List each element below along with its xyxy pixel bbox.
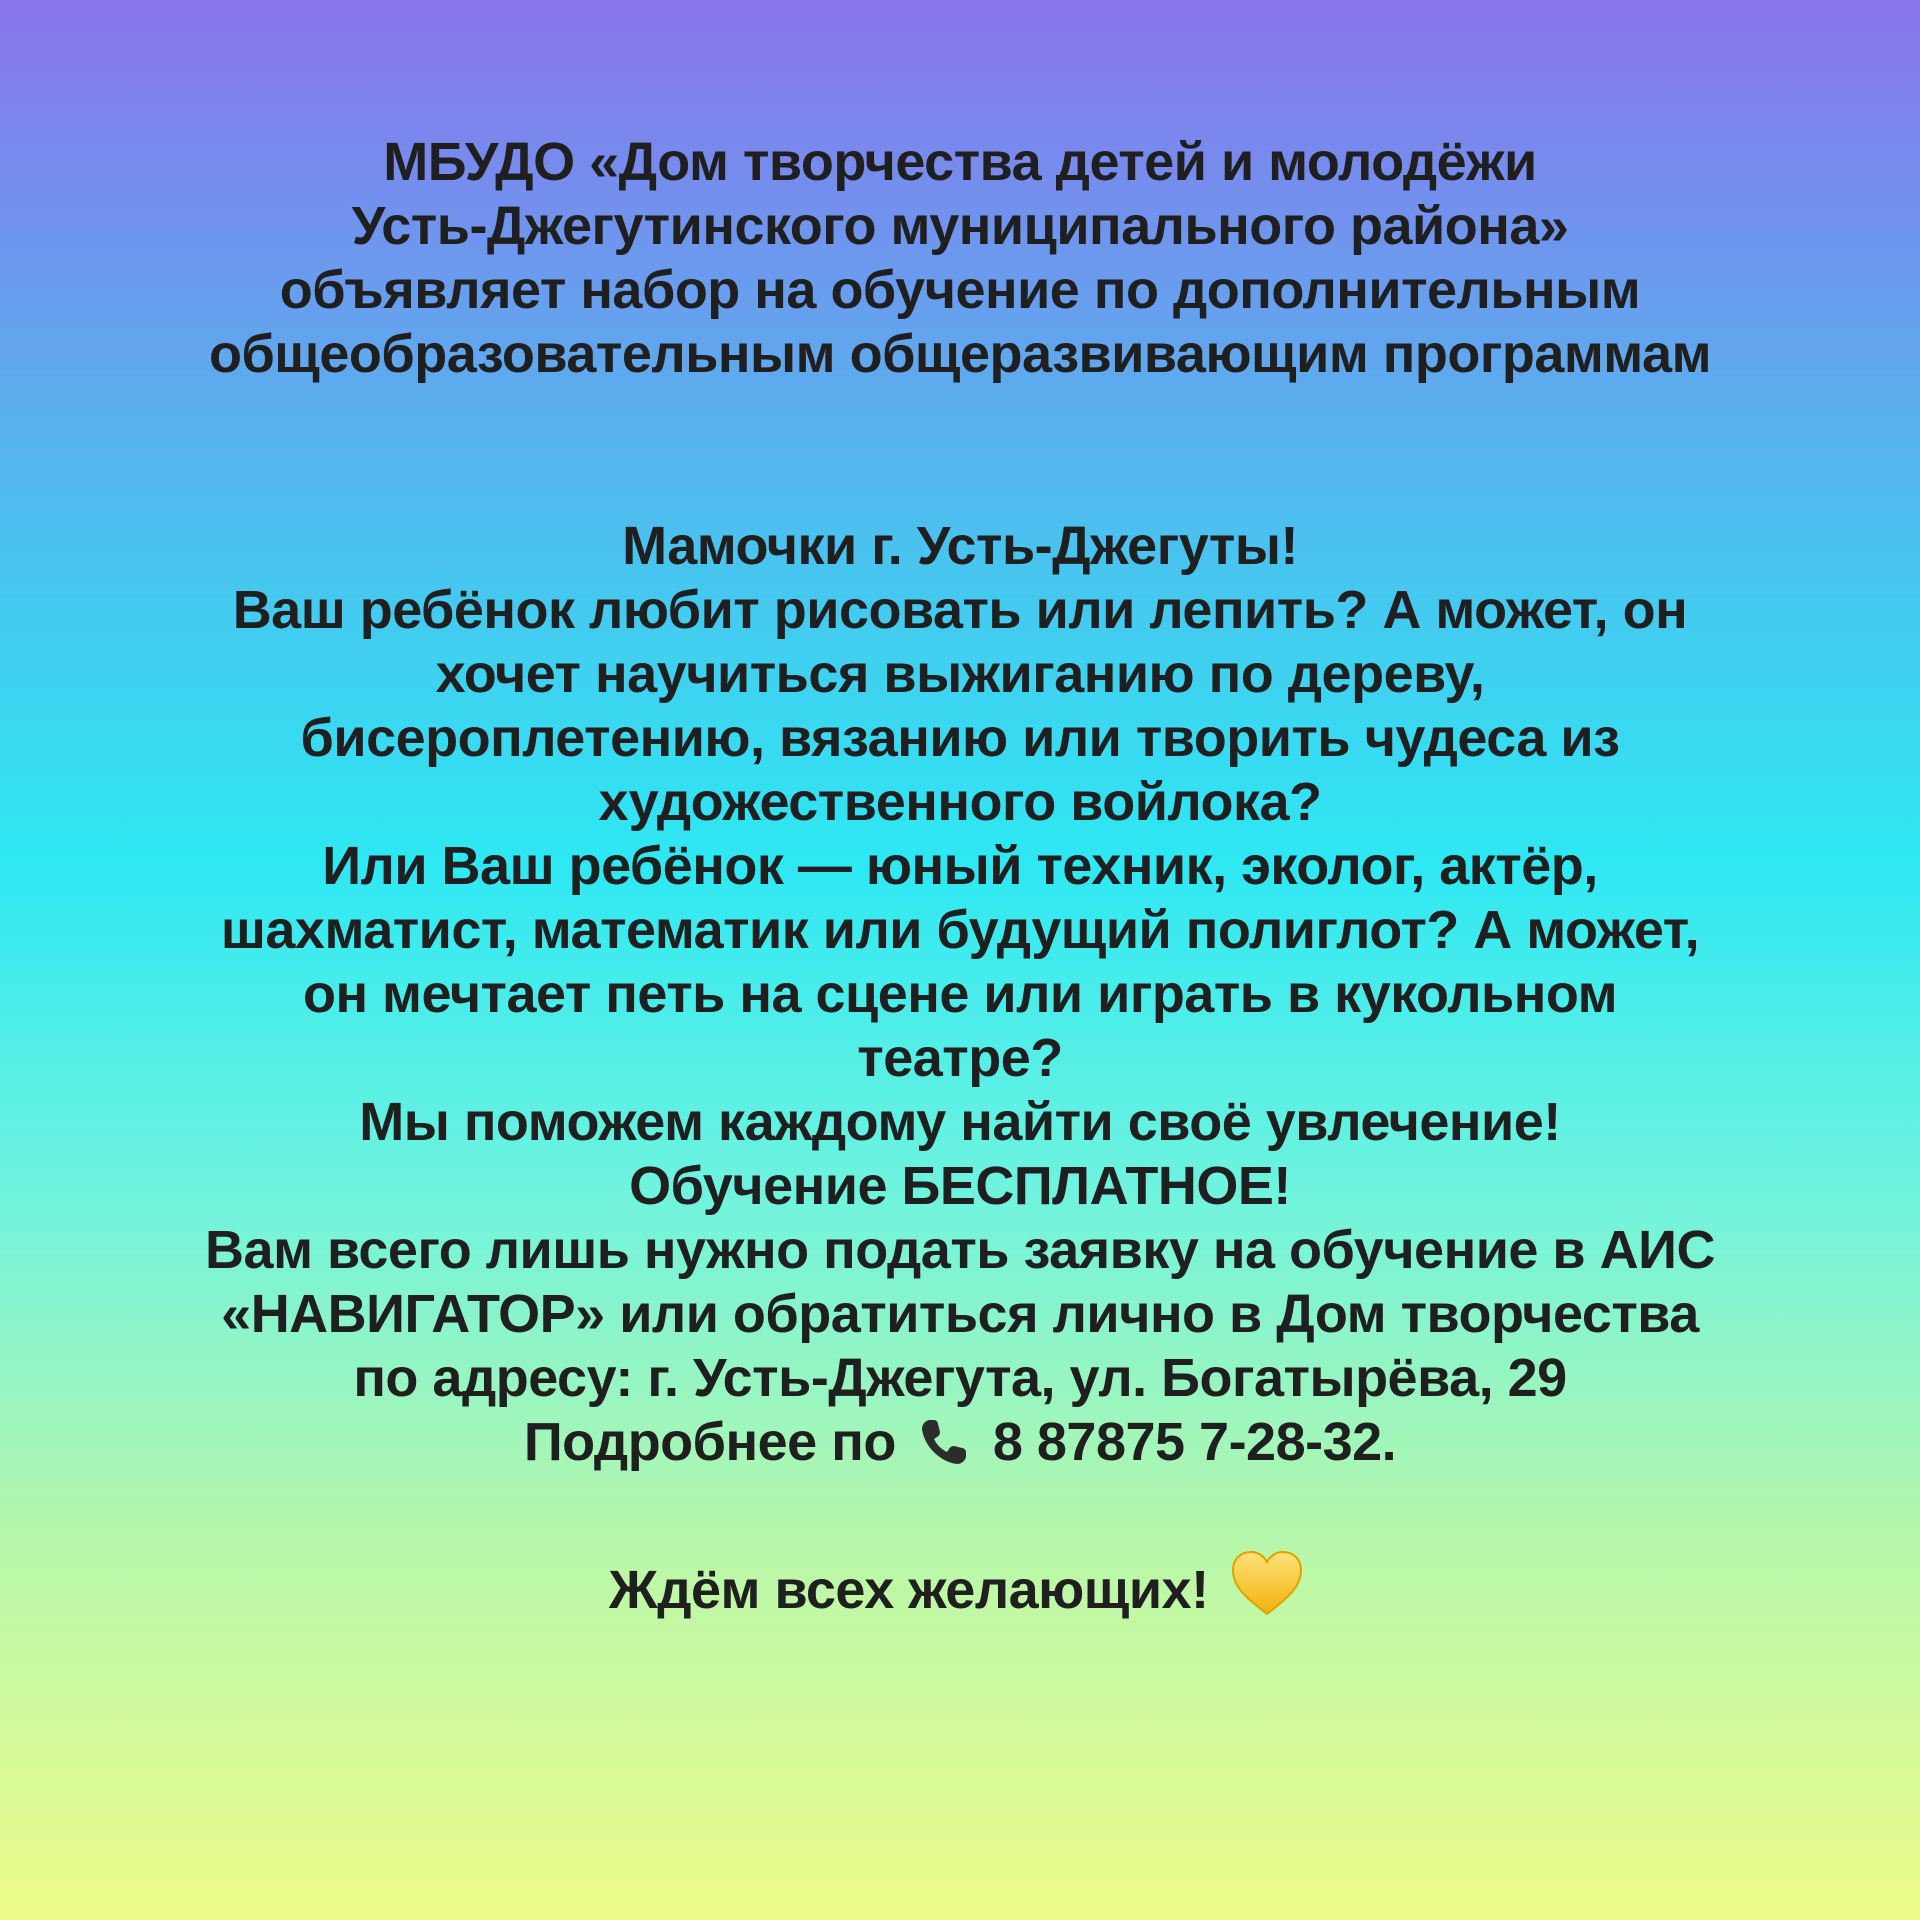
contact-line: [0, 1410, 1920, 1484]
body-line: Мы поможем каждому найти своё увлечение!: [359, 1092, 1561, 1152]
body-line: он мечтает петь на сцене или играть в кукольном: [302, 964, 1618, 1024]
body-line: художественного войлока?: [598, 772, 1322, 832]
address-line: по адресу: г. Усть-Джегута, ул. Богатырёва, 29: [353, 1348, 1567, 1408]
closing-text: Ждём всех желающих!: [608, 1560, 1209, 1620]
header-line: общеобразовательным общеразвивающим программам: [208, 324, 1712, 384]
announcement-body: [0, 514, 1920, 1484]
yellow-heart-icon: [1229, 1548, 1305, 1632]
header-line: Усть-Джегутинского муниципального района»: [351, 196, 1569, 256]
body-line: Вам всего лишь нужно подать заявку на обучение в АИС: [205, 1220, 1715, 1280]
free-education-line: Обучение БЕСПЛАТНОЕ!: [629, 1156, 1291, 1216]
phone-icon: [916, 1414, 972, 1484]
body-line: хочет научиться выжиганию по дереву,: [435, 644, 1485, 704]
greeting-line: Мамочки г. Усть-Джегуты!: [622, 516, 1298, 576]
body-line: Ваш ребёнок любит рисовать или лепить? А может, он: [232, 580, 1688, 640]
body-line: Или Ваш ребёнок — юный техник, эколог, актёр,: [322, 836, 1598, 896]
body-line: театре?: [857, 1028, 1063, 1088]
spacer: [0, 386, 1920, 514]
body-line: «НАВИГАТОР» или обратиться лично в Дом творчества: [221, 1284, 1699, 1344]
body-line: шахматист, математик или будущий полиглот? А может,: [220, 900, 1700, 960]
header-line: объявляет набор на обучение по дополнительным: [279, 260, 1641, 320]
contact-phone: 8 87875 7-28-32.: [992, 1412, 1397, 1472]
contact-prefix: Подробнее по: [523, 1412, 896, 1472]
spacer: [0, 1484, 1920, 1548]
closing-line: [0, 1548, 1920, 1632]
announcement-footer: [0, 1548, 1920, 1632]
announcement-header: [0, 130, 1920, 386]
header-line: МБУДО «Дом творчества детей и молодёжи: [383, 132, 1537, 192]
body-line: бисероплетению, вязанию или творить чудеса из: [300, 708, 1620, 768]
